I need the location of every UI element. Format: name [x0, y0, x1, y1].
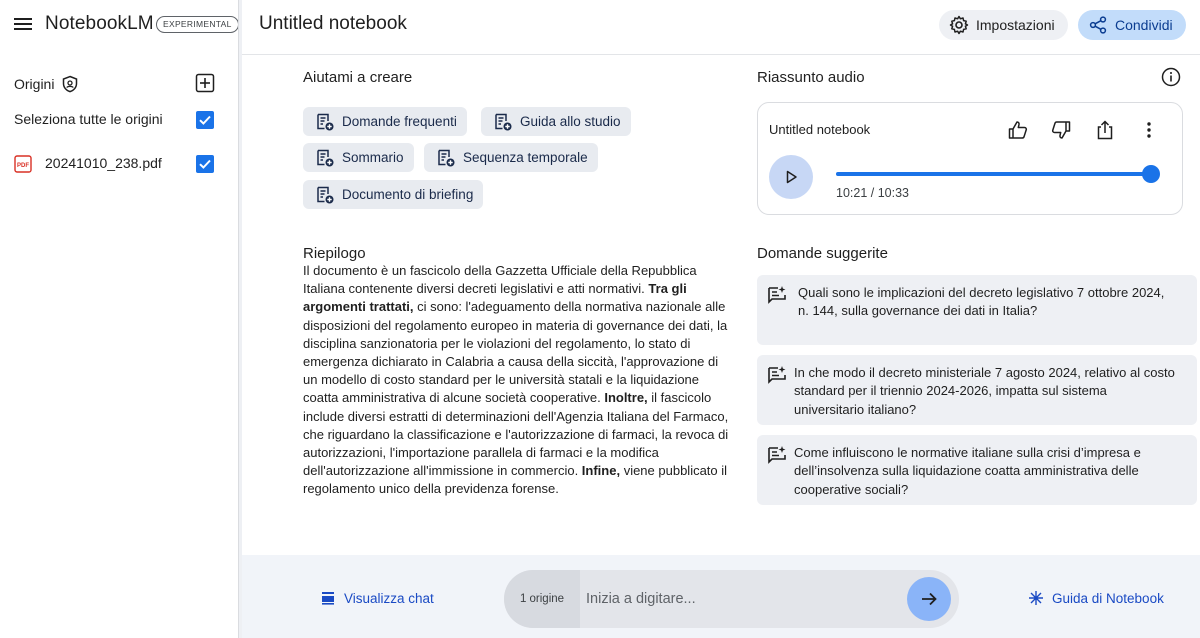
- svg-text:PDF: PDF: [17, 163, 29, 169]
- sidebar: [0, 0, 238, 638]
- source-file-name[interactable]: 20241010_238.pdf: [45, 155, 162, 171]
- chip-label: Guida allo studio: [520, 114, 621, 129]
- sidebar-divider[interactable]: [238, 0, 242, 638]
- note-add-icon: [493, 112, 513, 132]
- summary-part: il fascicolo include diversi estratti di determinazioni dell'Agenzia Italiana del Farmaco, che riguardano la classificazione e l'autorizzazione di farmaci, la revoca di autorizzazioni, l'importazione parallela di farmaci e la modifica dell'autorizzazione all'immissione in commercio.: [303, 390, 729, 479]
- sparkle-icon: [1028, 590, 1044, 606]
- audio-time: 10:21 / 10:33: [836, 186, 909, 200]
- notebook-guide-button[interactable]: [1028, 590, 1164, 606]
- chat-spark-icon: [767, 285, 787, 305]
- shield-icon: [61, 75, 79, 93]
- chip-label: Domande frequenti: [342, 114, 457, 129]
- audio-player-card: [757, 102, 1183, 215]
- note-add-icon: [315, 185, 335, 205]
- note-add-icon: [315, 112, 335, 132]
- question-text: Come influiscono le normative italiane sulla crisi d’impresa e dell’insolvenza sulla liquidazione coatta amministrativa delle cooperative sociali?: [794, 445, 1141, 497]
- summary-text: [303, 262, 729, 499]
- audio-progress-bar[interactable]: [836, 172, 1156, 176]
- share-label: Condividi: [1115, 17, 1173, 33]
- summary-part: ci sono: l'adeguamento della normativa nazionale alle disposizioni del regolamento europeo in materia di governance dei dati, la disciplina sanzionatoria per le violazioni del regolamento, lo stato di emergenza dichiarato in Calabria a causa della siccità, l'approvazione di un modello di costo standard per le università statali e la liquidazione coatta amministrativa di alcune società cooperative.: [303, 299, 728, 406]
- summary-part: Il documento è un fascicolo della Gazzetta Ufficiale della Repubblica Italiana contenente diversi decreti legislativi e atti normativi.: [303, 263, 697, 297]
- more-vert-icon[interactable]: [1138, 119, 1160, 141]
- header-divider: [242, 54, 1200, 55]
- audio-notebook-name: Untitled notebook: [769, 122, 871, 137]
- summary-bold: Tra gli argomenti trattati,: [303, 281, 687, 315]
- suggested-title: Domande suggerite: [757, 245, 888, 262]
- play-button[interactable]: [769, 155, 813, 199]
- chip-timeline[interactable]: [424, 143, 598, 172]
- play-icon: [784, 170, 798, 184]
- summary-bold: Infine,: [581, 463, 621, 479]
- chat-spark-icon: [767, 445, 787, 465]
- select-all-checkbox[interactable]: [196, 111, 214, 129]
- summary-title: Riepilogo: [303, 245, 366, 262]
- experimental-badge: EXPERIMENTAL: [156, 16, 239, 33]
- chip-study-guide[interactable]: [481, 107, 631, 136]
- chat-input[interactable]: [586, 584, 886, 614]
- settings-label: Impostazioni: [976, 17, 1055, 33]
- suggested-question[interactable]: [757, 435, 1197, 505]
- note-add-icon: [436, 148, 456, 168]
- view-chat-label: Visualizza chat: [344, 590, 434, 606]
- chip-table-of-contents[interactable]: [303, 143, 414, 172]
- chip-label: Documento di briefing: [342, 187, 474, 202]
- menu-icon[interactable]: [13, 14, 33, 34]
- chat-input-container: [504, 570, 959, 628]
- audio-title: Riassunto audio: [757, 69, 865, 86]
- view-chat-button[interactable]: [320, 590, 434, 606]
- chip-faq[interactable]: [303, 107, 467, 136]
- info-icon[interactable]: [1161, 67, 1181, 87]
- source-file-checkbox[interactable]: [196, 155, 214, 173]
- upload-share-icon[interactable]: [1094, 119, 1116, 141]
- suggested-question[interactable]: [757, 355, 1197, 425]
- pdf-icon: [14, 155, 32, 173]
- chip-briefing-doc[interactable]: [303, 180, 483, 209]
- chip-label: Sequenza temporale: [463, 150, 588, 165]
- audio-progress-fill: [836, 172, 1151, 176]
- share-icon: [1088, 15, 1108, 35]
- question-text: Quali sono le implicazioni del decreto legislativo 7 ottobre 2024, n. 144, sulla governance dei dati in Italia?: [798, 285, 1165, 319]
- settings-button[interactable]: [939, 10, 1068, 40]
- thumbs-down-icon[interactable]: [1050, 119, 1072, 141]
- summary-part: viene pubblicato il regolamento unico della previdenza forense.: [303, 463, 728, 497]
- create-title: Aiutami a creare: [303, 69, 413, 86]
- share-button[interactable]: [1078, 10, 1186, 40]
- sources-title: Origini: [14, 76, 55, 92]
- notebook-guide-label: Guida di Notebook: [1052, 590, 1164, 606]
- select-all-label: Seleziona tutte le origini: [14, 111, 163, 127]
- source-count-badge[interactable]: 1 origine: [504, 570, 580, 628]
- thumbs-up-icon[interactable]: [1007, 119, 1029, 141]
- send-button[interactable]: [907, 577, 951, 621]
- summary-bold: Inoltre,: [604, 390, 648, 406]
- chat-spark-icon: [767, 365, 787, 385]
- chip-label: Sommario: [342, 150, 404, 165]
- audio-progress-thumb[interactable]: [1142, 165, 1160, 183]
- suggested-question[interactable]: [757, 275, 1197, 345]
- arrow-right-icon: [919, 589, 939, 609]
- note-add-icon: [315, 148, 335, 168]
- gear-icon: [949, 15, 969, 35]
- question-text: In che modo il decreto ministeriale 7 agosto 2024, relativo al costo standard per il triennio 2024-2026, impatta sul sistema universitario italiano?: [794, 365, 1175, 417]
- notebook-title[interactable]: Untitled notebook: [259, 13, 407, 34]
- add-source-button[interactable]: [195, 73, 215, 93]
- chat-panel-icon: [320, 590, 336, 606]
- app-logo-text: NotebookLM: [45, 13, 154, 34]
